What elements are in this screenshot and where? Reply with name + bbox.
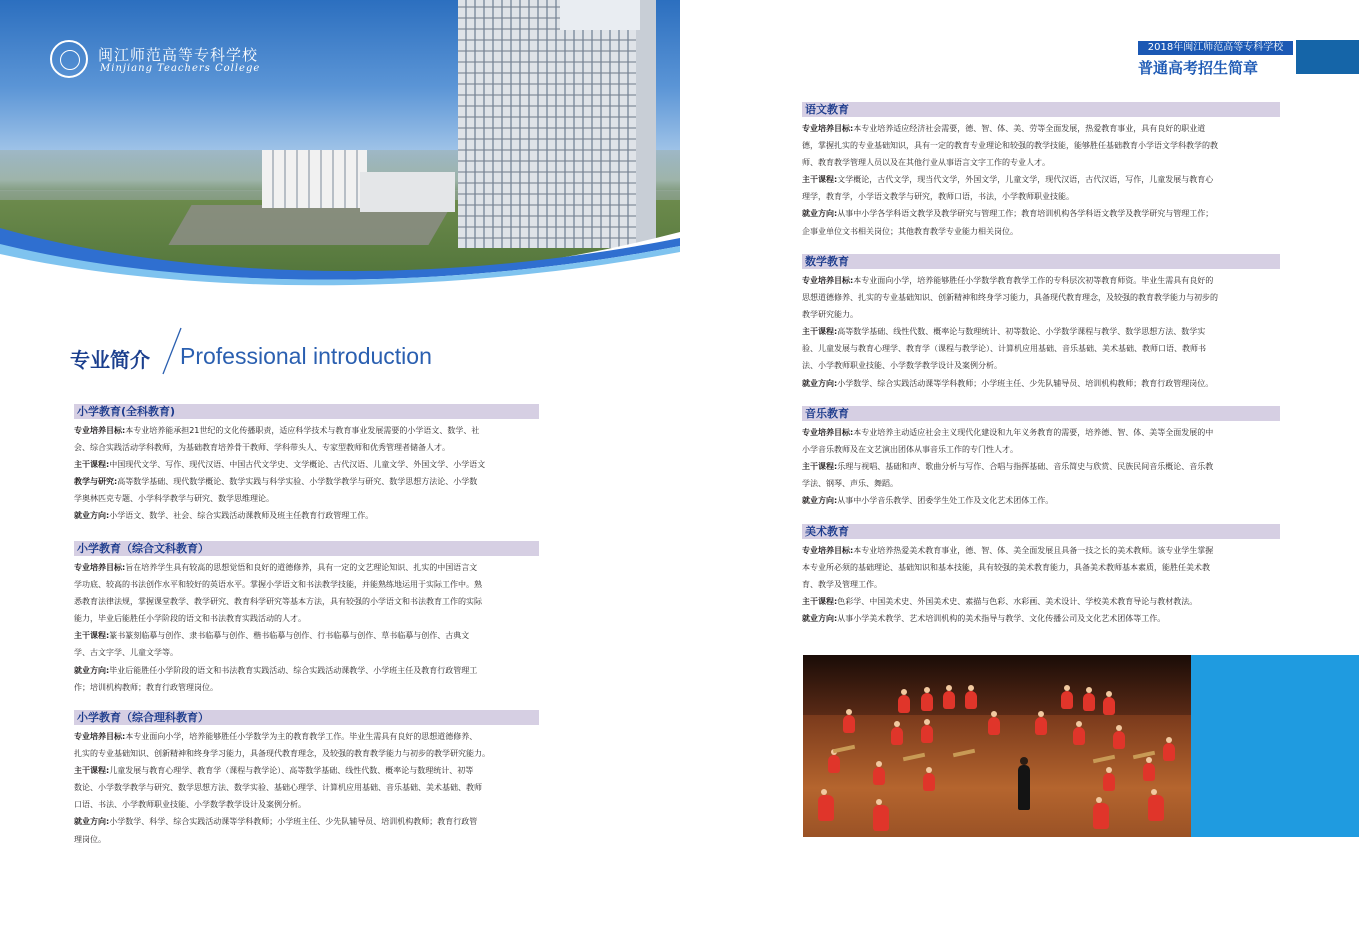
program-title: 音乐教育 bbox=[802, 406, 1280, 421]
program-title: 小学教育(全科教育) bbox=[74, 404, 539, 419]
section-title-en: Professional introduction bbox=[180, 343, 432, 369]
program-title: 小学教育（综合文科教育） bbox=[74, 541, 539, 556]
program-primary-arts bbox=[74, 541, 539, 696]
program-title: 小学教育（综合理科教育） bbox=[74, 710, 539, 725]
program-chinese bbox=[802, 102, 1280, 240]
program-primary-general bbox=[74, 404, 539, 525]
program-description: 专业培养目标:本专业面向小学，培养能够胜任小学数学为主的教育教学工作。毕业生需具有良好的思想道德修养、 扎实的专业基础知识、创新精神和终身学习能力，具备现代教育理念，及较强的教育教学能力与初步的教学研究能力。 主干课程:儿童发展与教育心理学、教育学（课程与教学论）、高等数学基础、线性代数、概率论与数理统计、初等 数论、小学数学教学与研究、数学思想方法、数学实验、基础心理学、计算机应用基础、音乐基础、美术基础、教师 口语、书法、小学教师职业技能、小学数学教学设计及案例分析。 就业方向:小学数学、科学、综合实践活动课等学科教师；小学班主任、少先队辅导员、培训机构教师；教育行政管 理岗位。 bbox=[74, 732, 490, 844]
brochure-main-title: 普通高考招生简章 bbox=[1138, 59, 1259, 77]
program-music bbox=[802, 406, 1280, 509]
program-primary-science bbox=[74, 710, 539, 848]
school-name-cn: 闽江师范高等专科学校 bbox=[98, 46, 259, 64]
school-name-en: Minjiang Teachers College bbox=[100, 63, 261, 74]
orchestra-photo bbox=[803, 655, 1191, 837]
program-math bbox=[802, 254, 1280, 392]
section-title-cn: 专业简介 bbox=[70, 348, 150, 372]
program-description: 专业培养目标:本专业培养热爱美术教育事业，德、智、体、美全面发展且具备一技之长的美术教师。该专业学生掌握 本专业所必须的基础理论、基础知识和基本技能，具有较强的美术教育能力，具备美术教师基本素质，能胜任美术教 育、教学及管理工作。 主干课程:色彩学、中国美术史、外国美术史、素描与色彩、水彩画、美术设计、学校美术教育导论与教材教法。 就业方向:从事小学美术教学、艺术培训机构的美术指导与教学、文化传播公司及文化艺术团体等工作。 bbox=[802, 546, 1214, 624]
brochure-year-title: 2018年闽江师范高等专科学校 bbox=[1138, 41, 1293, 55]
program-title: 数学教育 bbox=[802, 254, 1280, 269]
header-color-tab bbox=[1296, 40, 1359, 74]
program-description: 专业培养目标:旨在培养学生具有较高的思想觉悟和良好的道德修养，具有一定的文艺理论知识、扎实的中国语言文 学功底、较高的书法创作水平和较好的英语水平。掌握小学语文和书法教学技能，并能熟练地运用于实际工作中。熟 悉教育法律法规，掌握课堂教学、教学研究、教育科学研究等基本方法，具有较强的小学语文和书法教育工作的实际 能力，毕业后能胜任小学阶段的语文和书法教育实践活动的人才。 主干课程:篆书篆刻临摹与创作、隶书临摹与创作、楷书临摹与创作、行书临摹与创作、草书临摹与创作、古典文 学、古文字学、儿童文学等。 就业方向:毕业后能胜任小学阶段的语文和书法教育实践活动、综合实践活动课教学、小学班主任及教育行政管理工 作；培训机构教师；教育行政管理岗位。 bbox=[74, 563, 482, 692]
program-title: 语文教育 bbox=[802, 102, 1280, 117]
program-title: 美术教育 bbox=[802, 524, 1280, 539]
school-logo-icon bbox=[50, 40, 88, 78]
program-description: 专业培养目标:本专业培养主动适应社会主义现代化建设和九年义务教育的需要，培养德、智、体、美等全面发展的中 小学音乐教师及在文艺演出团体从事音乐工作的专门性人才。 主干课程:乐理与视唱、基础和声、歌曲分析与写作、合唱与指挥基础、音乐简史与欣赏、民族民间音乐概论、音乐教 学法、钢琴、声乐、舞蹈。 就业方向:从事中小学音乐教学、团委学生处工作及文化艺术团体工作。 bbox=[802, 428, 1214, 506]
decorative-blue-panel bbox=[1191, 655, 1359, 837]
program-description: 专业培养目标:本专业培养适应经济社会需要，德、智、体、美、劳等全面发展，热爱教育事业，具有良好的职业道 德，掌握扎实的专业基础知识，具有一定的教育专业理论和较强的教学技能，能够胜任基础教育小学语文学科教学的教 师、教育教学管理人员以及在其他行业从事语言文字工作的专业人才。 主干课程:文学概论，古代文学，现当代文学，外国文学，儿童文学，现代汉语，古代汉语，写作，儿童发展与教育心 理学，教育学，小学语文教学与研究，教师口语，书法，小学教师职业技能。 就业方向:从事中小学各学科语文教学及教学研究与管理工作；教育培训机构各学科语文教学及教学研究与管理工作； 企事业单位文书相关岗位；其他教育教学专业能力相关岗位。 bbox=[802, 124, 1218, 236]
program-art bbox=[802, 524, 1280, 627]
program-description: 专业培养目标:本专业培养能承担21世纪的文化传播职责，适应科学技术与教育事业发展需要的小学语文、数学、社 会、综合实践活动学科教师，为基础教育培养骨干教师、学科带头人、专家型教师和优秀管理者储备人才。 主干课程:中国现代文学、写作、现代汉语、中国古代文学史、文学概论、古代汉语、儿童文学、外国文学、小学语文 教学与研究:高等数学基础、现代数学概论、数学实践与科学实验、小学数学教学与研究、数学思想方法论、小学数 学奥林匹克专题、小学科学教学与研究、数学思维理论。 就业方向:小学语文、数学、社会、综合实践活动课教师及班主任教育行政管理工作。 bbox=[74, 426, 486, 521]
program-description: 专业培养目标:本专业面向小学，培养能够胜任小学数学教育教学工作的专科层次初等教育师资。毕业生需具有良好的 思想道德修养、扎实的专业基础知识、创新精神和终身学习能力，具备现代教育理念，及较强的教育教学能力与初步的 教学研究能力。 主干课程:高等数学基础、线性代数、概率论与数理统计、初等数论、小学数学课程与教学、数学思想方法、数学实 验、儿童发展与教育心理学、教育学（课程与教学论）、计算机应用基础、音乐基础、美术基础、教师口语、教师书 法、小学教师职业技能、小学数学教学设计及案例分析。 就业方向:小学数学、综合实践活动课等学科教师；小学班主任、少先队辅导员、培训机构教师；教育行政管理岗位。 bbox=[802, 276, 1218, 388]
